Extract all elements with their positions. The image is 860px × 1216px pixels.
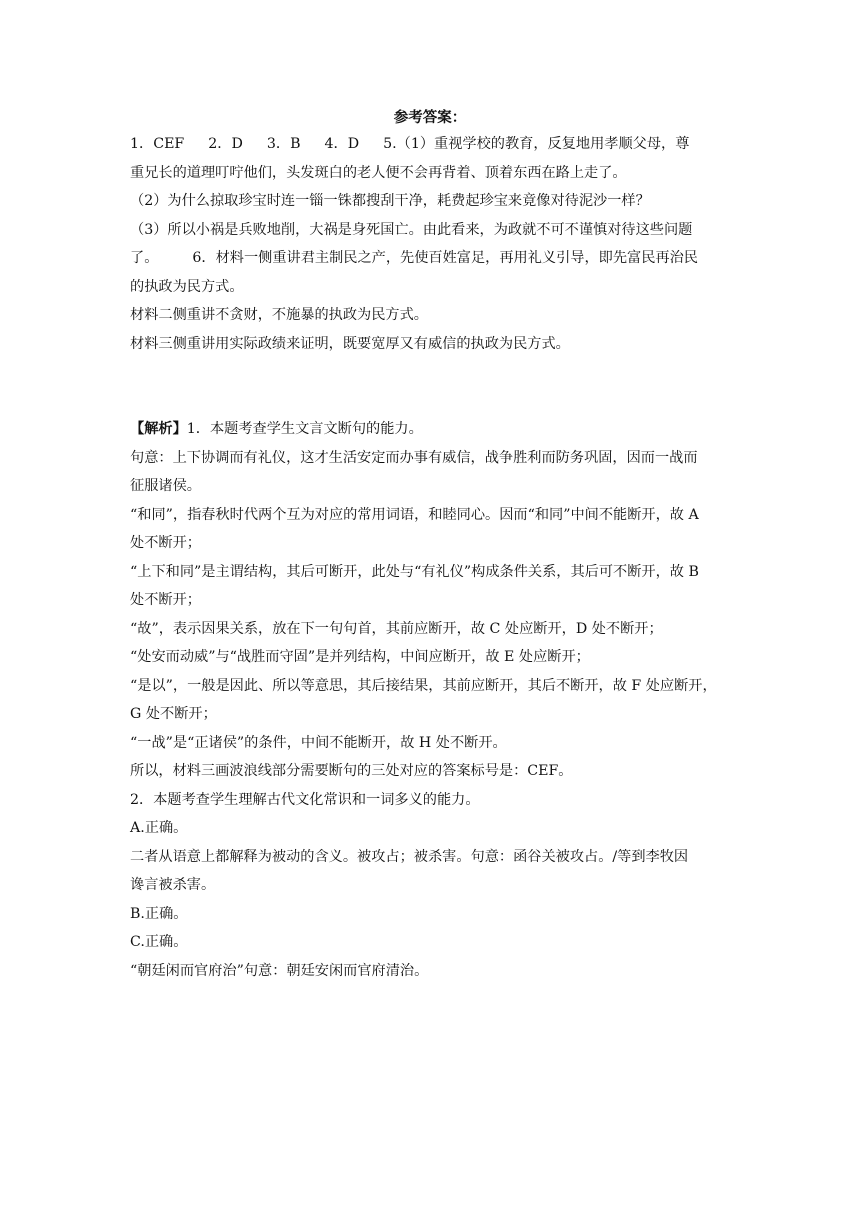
material-3-answer: 材料三侧重讲用实际政绩来证明，既要宽厚又有威信的执政为民方式。 [130, 335, 570, 352]
analysis-line: C.正确。 [130, 934, 188, 950]
analysis-line: “故”，表示因果关系，放在下一句句首，其前应断开，故 C 处应断开，D 处不断开； [130, 620, 663, 637]
analysis-label: 【解析】 [130, 421, 187, 437]
section-spacer [130, 358, 730, 415]
analysis-line: 所以，材料三画波浪线部分需要断句的三处对应的答案标号是：CEF。 [130, 763, 573, 779]
answer-6-continued: 的执政为民方式。 [130, 278, 244, 295]
answer-3: 3．B [266, 136, 301, 152]
analysis-line: 二者从语意上都解释为被动的含义。被攻占；被杀害。句意：函谷关被攻占。/等到李牧因 [130, 848, 689, 865]
analysis-line: G 处不断开； [130, 706, 217, 722]
analysis-line: 谗言被杀害。 [130, 877, 216, 893]
answer-2: 2．D [208, 136, 243, 152]
analysis-line: A.正确。 [130, 820, 188, 836]
answer-6-start: 6．材料一侧重讲君主制民之产，先使百姓富足，再用礼义引导，即先富民再治民 [192, 250, 698, 266]
page-title: 参考答案： [393, 109, 467, 126]
analysis-line: “处安而动威”与“战胜而守固”是并列结构，中间应断开，故 E 处应断开； [130, 649, 590, 665]
answer-5-part-2: （2）为什么掠取珍宝时连一锱一铢都搜刮干净，耗费起珍宝来竟像对待泥沙一样？ [130, 193, 650, 209]
analysis-line: “朝廷闲而官府治”句意：朝廷安闲而官府清治。 [130, 962, 429, 979]
analysis-line: 处不断开； [130, 535, 201, 551]
analysis-line: “是以”，一般是因此、所以等意思，其后接结果，其前应断开，其后不断开，故 F 处应断开， [130, 677, 717, 694]
analysis-line: B.正确。 [130, 905, 188, 922]
analysis-intro-line [130, 415, 730, 444]
answer-5-6-line [130, 244, 730, 273]
analysis-line: 句意：上下协调而有礼仪，这才生活安定而办事有威信，战争胜利而防务巩固，因而一战而 [130, 449, 698, 466]
analysis-line: “一战”是“正诸侯”的条件，中间不能断开，故 H 处不断开。 [130, 734, 507, 751]
analysis-line: “上下和同”是主谓结构，其后可断开，此处与“有礼仪”构成条件关系，其后可不断开，故 B [130, 563, 699, 580]
analysis-line: 处不断开； [130, 592, 201, 608]
answer-line-1 [130, 130, 730, 159]
answer-5-part-3-end: 了。 [130, 250, 159, 266]
answer-5-part-3: （3）所以小祸是兵败地削，大祸是身死国亡。由此看来，为政就不可不谨慎对待这些问题 [130, 221, 693, 238]
analysis-intro: 1．本题考查学生文言文断句的能力。 [186, 421, 423, 437]
answer-5-start: 5.（1）重视学校的教育，反复地用孝顺父母，尊 [383, 136, 690, 152]
answer-1: 1．CEF [130, 136, 185, 152]
analysis-line: “和同”，指春秋时代两个互为对应的常用词语，和睦同心。因而“和同”中间不能断开，故 A [130, 506, 699, 523]
analysis-line: 征服诸侯。 [130, 478, 201, 494]
document-body [130, 130, 730, 985]
answer-4: 4．D [324, 136, 360, 152]
analysis-line: 2．本题考查学生理解古代文化常识和一词多义的能力。 [130, 791, 480, 808]
material-2-answer: 材料二侧重讲不贪财，不施暴的执政为民方式。 [130, 307, 428, 323]
answer-5-continued: 重兄长的道理叮咛他们，头发斑白的老人便不会再背着、顶着东西在路上走了。 [130, 164, 627, 181]
